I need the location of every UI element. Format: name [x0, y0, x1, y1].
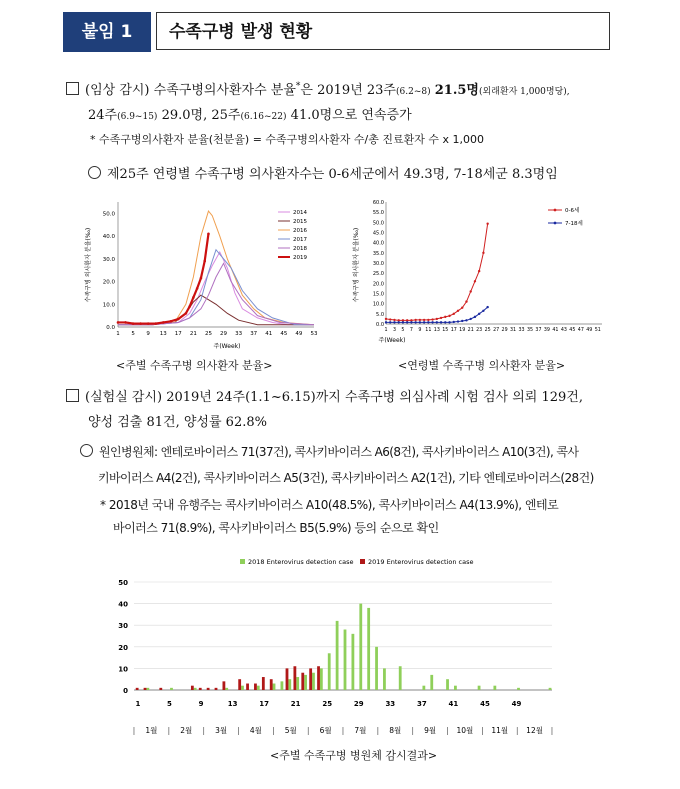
chart3-bar: [430, 675, 433, 690]
chart3-bar: [246, 684, 249, 690]
chart2-point: [457, 320, 459, 322]
chart1-legend-label: 2018: [293, 246, 307, 252]
chart3-bar: [493, 686, 496, 690]
chart2-ylabel: 수족구병 의사환자 분율(‰): [353, 227, 360, 303]
formula-note: * 수족구병의사환자 분율(천분율) = 수족구병의사환자 수/총 진료환자 수 x 1,000: [90, 133, 485, 146]
chart2-xtick-label: 25: [484, 328, 491, 333]
chart2-point: [389, 318, 391, 320]
chart3-ytick-label: 50: [118, 579, 128, 587]
chart1-point: [185, 312, 188, 315]
chart3-month-separator: |: [411, 726, 415, 735]
chart1-legend-label: 2016: [293, 228, 307, 234]
chart2-point: [482, 252, 484, 254]
chart2-series-line: [386, 224, 488, 321]
chart3-month-label: 1월: [145, 726, 158, 735]
chart3-bar: [517, 688, 520, 690]
chart3-month-separator: |: [306, 726, 310, 735]
clinical-week25-value: 41.0명으로 연속증가: [290, 108, 412, 123]
chart1-point: [162, 321, 165, 324]
chart2-xtick-label: 45: [569, 328, 576, 333]
chart3-caption: <주별 수족구병 병원체 감시결과>: [270, 749, 438, 762]
clinical-week24-value: 29.0명, 25주: [161, 108, 241, 123]
chart2-point: [431, 318, 433, 320]
chart2-xtick-label: 19: [459, 328, 466, 333]
circle-bullet-icon: [88, 166, 101, 179]
chart3-bar: [159, 688, 162, 690]
trend-line-2: 바이러스 71(8.9%), 콕사키바이러스 B5(5.9%) 등의 순으로 확인: [113, 521, 439, 535]
chart1-xtick-label: 5: [131, 331, 135, 337]
chart3-bar: [478, 686, 481, 690]
chart1-ytick-label: 20.0: [102, 279, 115, 286]
chart1-xlabel: 주(Week): [213, 343, 241, 350]
chart2-point: [453, 313, 455, 315]
chart3-xtick-label: 37: [416, 700, 427, 708]
chart1-legend-label: 2017: [293, 237, 307, 243]
age-group-note: [88, 163, 558, 182]
chart3-month-separator: |: [202, 726, 206, 735]
chart2-point: [448, 321, 450, 323]
chart2-ytick-label: 30.0: [372, 261, 384, 267]
chart1-point: [203, 260, 206, 263]
chart3-month-separator: |: [376, 726, 380, 735]
chart2-xtick-label: 29: [501, 328, 508, 333]
chart2-xtick-label: 35: [526, 328, 534, 333]
chart1-point: [188, 305, 191, 308]
chart3-bar: [273, 684, 276, 690]
chart3-bar: [359, 604, 362, 690]
chart2-point: [478, 270, 480, 272]
square-bullet-icon: [66, 389, 79, 402]
clinical-week25-range: (6.16~22): [240, 112, 287, 122]
chart2-xlabel: 주(Week): [378, 337, 406, 344]
chart3-bar: [144, 688, 147, 690]
chart1-legend-label: 2014: [293, 210, 307, 216]
chart1-xtick-label: 49: [295, 331, 303, 337]
chart1-series-line: [118, 211, 314, 325]
chart3-bar: [351, 634, 354, 690]
chart3-bar: [194, 688, 197, 690]
chart3-month-label: 9월: [424, 726, 437, 735]
chart3-bar: [312, 673, 315, 690]
chart2-xtick-label: 21: [467, 328, 474, 333]
chart3-bar: [288, 679, 291, 690]
chart3-bar: [281, 681, 284, 690]
chart2-xtick-label: 1: [384, 328, 388, 333]
clinical-text-a: (임상 감시) 수족구병의사환자수 분율: [85, 83, 296, 98]
chart3-month-label: 2월: [180, 726, 193, 735]
chart2-ytick-label: 25.0: [372, 271, 384, 278]
chart2-xtick-label: 41: [552, 328, 559, 333]
clinical-week23-value: 21.5명: [434, 83, 479, 98]
chart2-point: [440, 317, 442, 319]
chart3-bar: [383, 668, 386, 690]
chart3-month-label: 7월: [354, 726, 367, 735]
chart1-xtick-label: 45: [280, 331, 288, 337]
chart3-month-label: 3월: [215, 726, 228, 735]
chart3-bar: [454, 686, 457, 690]
chart1-legend-label: 2019: [293, 255, 307, 261]
chart2-ytick-label: 10.0: [372, 301, 384, 308]
chart1-point: [154, 322, 157, 325]
chart3-bar: [286, 668, 289, 690]
chart2-xtick-label: 43: [560, 328, 567, 333]
chart1-point: [124, 321, 127, 324]
clinical-line-1: [66, 79, 570, 98]
clinical-text-b: 은 2019년 23주: [300, 83, 396, 98]
chart3-month-label: 6월: [319, 726, 332, 735]
lab-line-2: 양성 검출 81건, 양성률 62.8%: [88, 415, 267, 430]
chart3-bar: [446, 679, 449, 690]
chart3-bar: [222, 681, 225, 690]
chart1-ytick-label: 50.0: [102, 211, 115, 218]
chart2-ytick-label: 55.0: [372, 210, 384, 217]
clinical-line-2: [88, 104, 412, 123]
chart3-bar: [136, 688, 139, 690]
chart3-bar: [301, 673, 304, 690]
chart2-point: [457, 310, 459, 312]
chart3-xtick-label: 29: [353, 700, 364, 708]
chart3-bar: [199, 688, 202, 690]
chart3-month-separator: |: [167, 726, 171, 735]
chart1-xtick-label: 25: [204, 331, 212, 337]
chart2-xtick-label: 33: [518, 328, 525, 333]
chart3-month-label: 11월: [491, 726, 509, 735]
chart2-point: [423, 321, 425, 323]
chart2-ytick-label: 50.0: [372, 220, 384, 227]
chart3-bar: [215, 688, 218, 690]
chart2-legend-label: 0-6세: [565, 208, 580, 214]
chart1-series-line: [118, 295, 314, 325]
chart3-ytick-label: 30: [118, 622, 128, 631]
chart1-caption: <주별 수족구병 의사환자 분율>: [116, 359, 273, 372]
chart2-xtick-label: 27: [493, 328, 500, 333]
chart2-point: [453, 321, 455, 323]
chart2-point: [444, 316, 446, 318]
chart1-series-line: [118, 250, 314, 325]
chart1-point: [207, 233, 210, 236]
chart3-month-separator: |: [341, 726, 345, 735]
appendix-badge: 붙임 1: [63, 12, 151, 52]
chart2-point: [410, 321, 412, 323]
chart2-point: [419, 319, 421, 321]
chart3-bar: [170, 688, 173, 690]
chart2-point: [448, 315, 450, 317]
chart3-legend-label: 2019 Enterovirus detection case: [368, 558, 474, 566]
chart3-bar: [549, 688, 552, 690]
chart2-xtick-label: 7: [409, 328, 413, 333]
chart3-bar: [257, 686, 260, 690]
chart3-month-label: 10월: [456, 726, 474, 735]
chart3-ytick-label: 0: [123, 687, 128, 695]
chart3-bar: [375, 647, 378, 690]
lab-line-1: [66, 386, 583, 405]
chart2-point: [465, 300, 467, 302]
chart2-xtick-label: 15: [442, 328, 449, 333]
chart3-ytick-label: 20: [118, 643, 128, 652]
chart2-point: [393, 321, 395, 323]
chart1-ylabel: 수족구병 의사환자 분율(‰): [85, 227, 92, 303]
chart1-point: [200, 277, 203, 280]
chart2-point: [393, 319, 395, 321]
chart3-xtick-label: 41: [448, 700, 459, 708]
chart3-xtick-label: 1: [135, 700, 141, 708]
chart2-point: [482, 310, 484, 312]
trend-line-1: * 2018년 국내 유행주는 콕사키바이러스 A10(48.5%), 콕사키바이러스 A4(13.9%), 엔테로: [100, 498, 559, 512]
chart3-month-label: 5월: [284, 726, 297, 735]
chart1-xtick-label: 41: [265, 331, 273, 337]
chart2-legend-marker: [554, 222, 557, 225]
chart2-point: [444, 321, 446, 323]
chart1-point: [169, 320, 172, 323]
chart2-xtick-label: 17: [450, 328, 457, 333]
pathogen-text-1: 원인병원체: 엔테로바이러스 71(37건), 콕사키바이러스 A6(8건), 콕사키바이러스 A10(3건), 콕사: [99, 445, 579, 459]
chart2-point: [486, 306, 488, 308]
chart1-ytick-label: 30.0: [102, 256, 115, 263]
chart2-ytick-label: 0.0: [376, 322, 384, 328]
chart3-ytick-label: 40: [118, 600, 128, 609]
chart2-point: [431, 321, 433, 323]
chart1-xtick-label: 53: [310, 331, 318, 337]
chart3-bar: [238, 679, 241, 690]
chart3-xtick-label: 13: [227, 700, 238, 708]
chart1-point: [147, 322, 150, 325]
chart2-ytick-label: 20.0: [372, 281, 384, 288]
square-bullet-icon: [66, 82, 79, 95]
chart3-bar: [207, 688, 210, 690]
chart3-xtick-label: 9: [198, 700, 204, 708]
chart3-xtick-label: 21: [290, 700, 301, 708]
chart2-xtick-label: 39: [543, 328, 550, 333]
chart2-point: [461, 307, 463, 309]
chart3-month-separator: |: [515, 726, 519, 735]
chart1-xtick-label: 17: [174, 331, 182, 337]
page-title: 수족구병 발생 현황: [156, 12, 610, 50]
chart3-legend-swatch: [360, 559, 365, 564]
chart1-xtick-label: 33: [235, 331, 243, 337]
chart2-ytick-label: 35.0: [372, 250, 384, 257]
chart3-bar: [422, 686, 425, 690]
chart3-xtick-label: 33: [385, 700, 396, 708]
chart3-bar: [328, 653, 331, 690]
chart2-xtick-label: 3: [392, 328, 397, 333]
chart3-bar: [191, 686, 194, 690]
chart1-point: [177, 318, 180, 321]
pathogen-line-2: 키바이러스 A4(2건), 콕사키바이러스 A5(3건), 콕사키바이러스 A2(1건), 기타 엔테로바이러스(28건): [98, 471, 594, 485]
chart2-point: [389, 321, 391, 323]
chart2-point: [474, 316, 476, 318]
chart1-xtick-label: 9: [146, 331, 150, 337]
chart2-point: [427, 321, 429, 323]
chart3-bar: [254, 684, 257, 690]
chart2-xtick-label: 49: [586, 328, 593, 333]
chart1-ytick-label: 0.0: [106, 325, 115, 331]
chart2-xtick-label: 9: [418, 328, 422, 333]
chart3-month-label: 8월: [389, 726, 402, 735]
chart3-bar: [367, 608, 370, 690]
chart2-legend-marker: [554, 209, 557, 212]
chart3-bar: [399, 666, 402, 690]
chart3-month-label: 4월: [249, 726, 262, 735]
chart3-bar: [146, 688, 149, 690]
chart3-xtick-label: 17: [259, 700, 270, 708]
chart3-bar: [336, 621, 339, 690]
chart3-month-separator: |: [271, 726, 275, 735]
chart2-xtick-label: 47: [577, 328, 584, 333]
chart3-xtick-label: 45: [480, 700, 490, 708]
chart3-bar: [225, 688, 228, 690]
chart1-series-line: [118, 252, 314, 325]
chart2-point: [419, 321, 421, 323]
chart3-bar: [296, 677, 299, 690]
chart2-point: [385, 318, 387, 320]
chart1-point: [196, 287, 199, 290]
chart3-bar: [241, 686, 244, 690]
chart3-bar: [344, 630, 347, 690]
chart1-point: [132, 322, 135, 325]
circle-bullet-icon: [80, 444, 93, 457]
chart3-xtick-label: 25: [322, 700, 333, 708]
chart2-point: [406, 321, 408, 323]
clinical-week23-range: (6.2~8): [396, 87, 431, 97]
clinical-week24-range: (6.9~15): [117, 112, 158, 122]
chart3-xtick-label: 49: [511, 700, 522, 708]
chart3-month-label: 12월: [526, 726, 543, 735]
chart2-caption: <연령별 수족구병 의사환자 분율>: [398, 359, 566, 372]
chart1-xtick-label: 13: [159, 331, 167, 337]
chart1-legend-label: 2015: [293, 219, 307, 225]
chart3-bar: [320, 668, 323, 690]
chart3-bar: [317, 666, 320, 690]
chart2-ytick-label: 15.0: [372, 291, 384, 298]
chart3-month-separator: |: [480, 726, 484, 735]
chart3-month-separator: |: [446, 726, 449, 735]
chart1-series-line: [118, 263, 314, 324]
chart3-bar: [262, 677, 265, 690]
chart3-month-separator: |: [550, 726, 554, 735]
chart2-point: [465, 319, 467, 321]
chart2-point: [470, 290, 472, 292]
chart2-point: [486, 223, 488, 225]
chart1-xtick-label: 37: [250, 331, 258, 337]
chart2-point: [461, 320, 463, 322]
chart2-point: [385, 321, 387, 323]
chart3-month-separator: |: [132, 726, 136, 735]
chart1-point: [192, 296, 195, 299]
chart2-point: [436, 321, 438, 323]
chart3-ytick-label: 10: [118, 665, 128, 674]
chart2-ytick-label: 60.0: [372, 200, 384, 206]
chart3-bar: [270, 679, 273, 690]
weekly-rate-chart: [82, 190, 344, 350]
clinical-unit: (외래환자 1,000명당),: [478, 87, 570, 97]
chart3-bar: [293, 666, 296, 690]
chart2-point: [402, 321, 404, 323]
chart2-xtick-label: 51: [594, 328, 601, 333]
chart2-point: [414, 321, 416, 323]
chart2-xtick-label: 5: [401, 328, 405, 333]
clinical-week24: 24주: [88, 108, 118, 123]
chart2-point: [423, 319, 425, 321]
chart3-bar: [304, 675, 307, 690]
chart2-point: [427, 319, 429, 321]
chart2-point: [436, 318, 438, 320]
chart1-point: [139, 322, 142, 325]
chart2-ytick-label: 45.0: [372, 230, 384, 237]
chart2-xtick-label: 11: [425, 328, 432, 333]
pathogen-detection-chart: [100, 550, 570, 745]
chart3-bar: [309, 668, 312, 690]
age-group-text: 제25주 연령별 수족구병 의사환자수는 0-6세군에서 49.3명, 7-18세군 8.3명임: [107, 167, 558, 182]
chart2-point: [470, 318, 472, 320]
chart2-point: [474, 280, 476, 282]
chart3-xtick-label: 5: [167, 700, 172, 708]
pathogen-line-1: [80, 443, 578, 460]
chart2-xtick-label: 23: [476, 328, 483, 333]
chart1-xtick-label: 1: [116, 331, 120, 337]
lab-text-1: (실험실 감시) 2019년 24주(1.1~6.15)까지 수족구병 의심사례 시험 검사 의뢰 129건,: [85, 390, 583, 405]
chart2-legend-label: 7-18세: [565, 221, 583, 227]
chart1-ytick-label: 10.0: [102, 302, 115, 309]
chart2-ytick-label: 5.0: [376, 311, 384, 318]
chart1-point: [117, 321, 120, 324]
chart1-ytick-label: 40.0: [102, 234, 115, 241]
chart2-xtick-label: 13: [433, 328, 440, 333]
footnote-mark: *: [295, 81, 301, 92]
chart2-xtick-label: 37: [535, 328, 542, 333]
chart3-month-separator: |: [237, 726, 240, 735]
chart3-legend-label: 2018 Enterovirus detection case: [248, 558, 354, 566]
chart2-point: [398, 321, 400, 323]
age-group-rate-chart: [352, 190, 614, 350]
chart3-legend-swatch: [240, 559, 245, 564]
chart2-xtick-label: 31: [510, 328, 517, 333]
chart2-point: [478, 313, 480, 315]
chart2-point: [440, 321, 442, 323]
chart2-ytick-label: 40.0: [372, 240, 384, 247]
chart2-point: [414, 319, 416, 321]
chart1-xtick-label: 29: [220, 331, 228, 337]
chart1-xtick-label: 21: [189, 331, 197, 337]
